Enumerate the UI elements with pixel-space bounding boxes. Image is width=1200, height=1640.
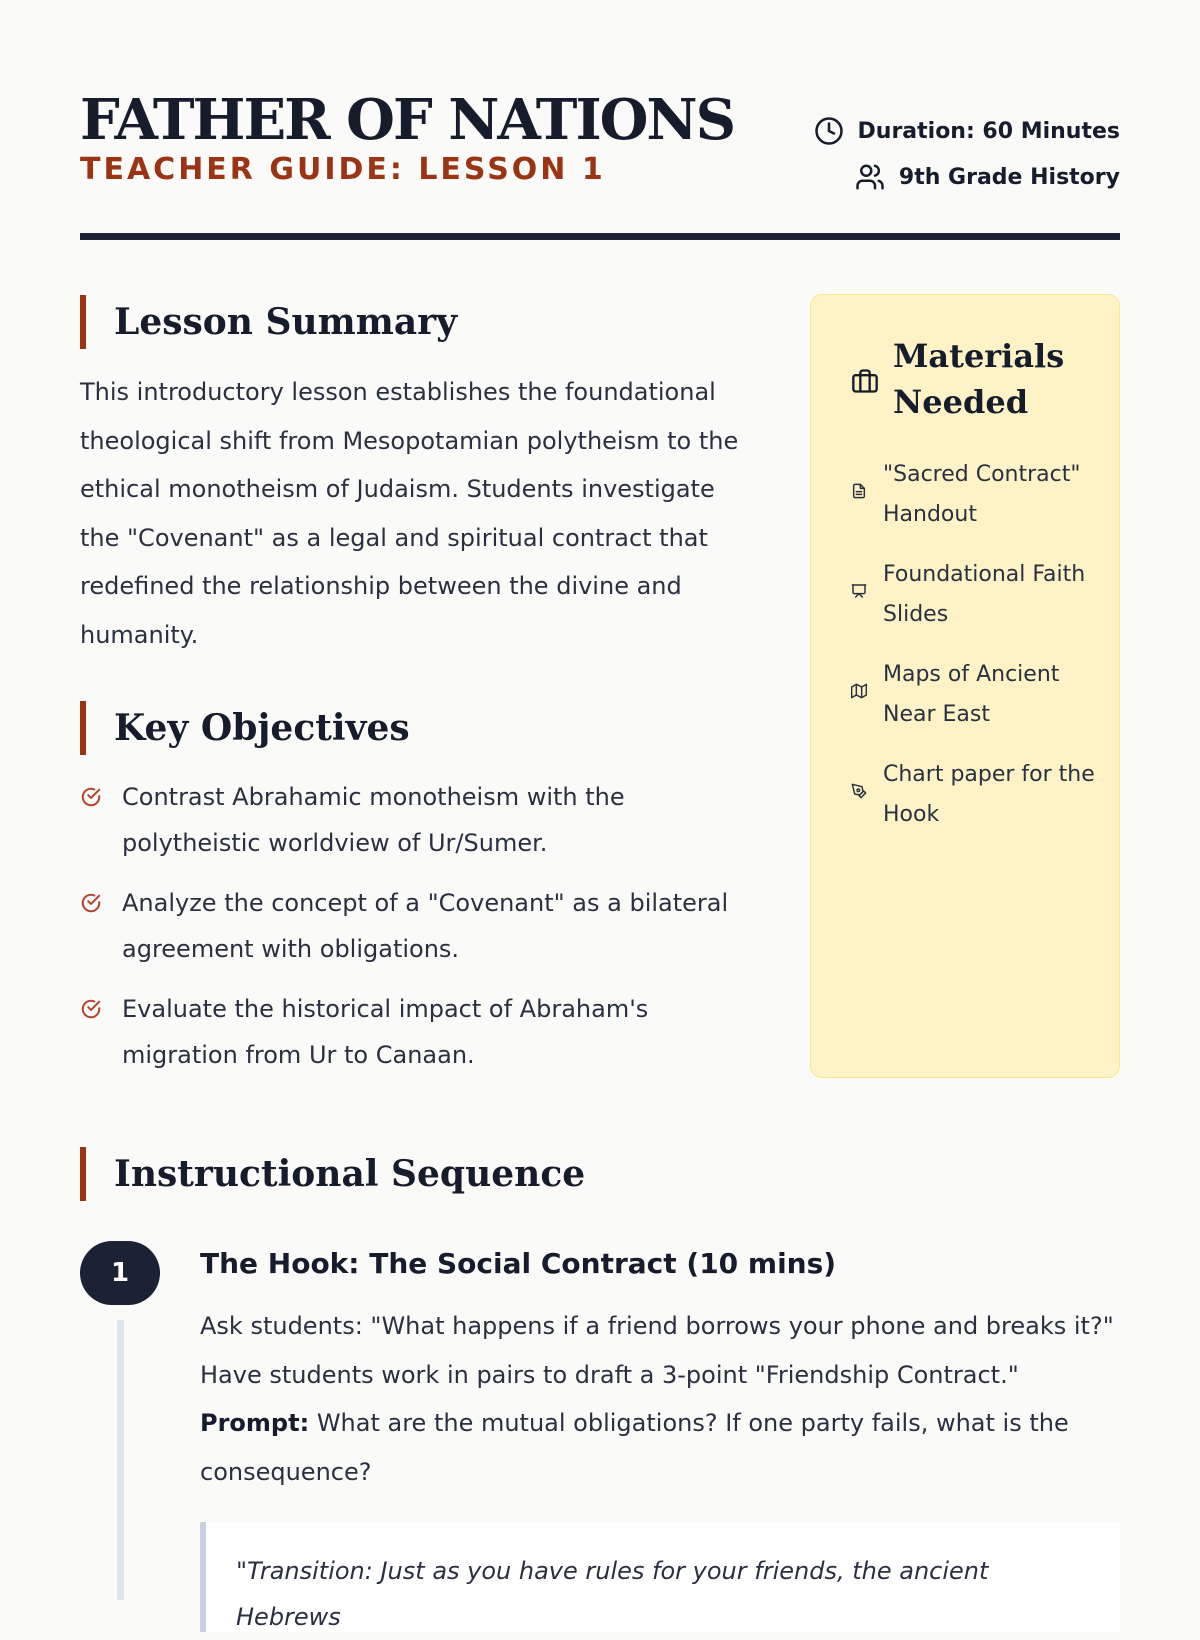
step-title: The Hook: The Social Contract (10 mins) [200,1247,837,1280]
instructional-sequence-heading: Instructional Sequence [80,1147,585,1201]
material-item [851,755,1101,835]
prompt-label: Prompt: [200,1409,310,1437]
objective-text: Contrast Abrahamic monotheism with the polytheistic worldview of Ur/Sumer. [122,783,625,857]
lesson-summary-heading: Lesson Summary [80,295,457,349]
check-circle-icon [80,998,102,1020]
material-label: "Sacred Contract" Handout [883,462,1081,527]
check-circle-icon [80,786,102,808]
step-body-text: Ask students: "What happens if a friend borrows your phone and breaks it?" Have students work in pairs to draft a 3-point "Friendship Contract." [200,1312,1114,1389]
materials-panel [810,294,1120,1078]
materials-heading: Materials Needed [893,337,1065,421]
lesson-meta [814,108,1120,200]
objective-text: Evaluate the historical impact of Abraham's migration from Ur to Canaan. [122,995,649,1069]
check-circle-icon [80,892,102,914]
grade-row [814,154,1120,200]
objective-item [80,880,760,972]
pen-icon [851,783,867,799]
clock-icon [814,116,844,146]
step-body [200,1302,1120,1496]
lesson-summary-text: This introductory lesson establishes the foundational theological shift from Mesopotamian polytheism to the ethical monotheism of Judaism. Students investigate the "Covenant" as a legal and spiritual contract that redefined the relationship between the divine and humanity. [80,378,739,649]
header-divider [80,233,1120,240]
objective-item [80,774,760,866]
key-objectives-heading: Key Objectives [80,701,410,755]
presentation-icon [851,583,867,599]
material-item [851,655,1101,735]
map-icon [851,683,867,699]
briefcase-icon [851,367,879,395]
material-item [851,555,1101,635]
grade-text: 9th Grade History [898,164,1120,190]
objective-text: Analyze the concept of a "Covenant" as a bilateral agreement with obligations. [122,889,729,963]
material-label: Foundational Faith Slides [883,562,1086,627]
material-label: Maps of Ancient Near East [883,662,1060,727]
users-icon [855,162,885,192]
transition-quote: "Transition: Just as you have rules for your friends, the ancient Hebrews [200,1522,1120,1632]
page-subtitle: TEACHER GUIDE: LESSON 1 [80,152,606,187]
objectives-list [80,774,760,1092]
objective-item [80,986,760,1078]
material-label: Chart paper for the Hook [883,762,1095,827]
duration-text: Duration: 60 Minutes [857,118,1120,144]
step-number-badge: 1 [80,1241,160,1305]
prompt-text: What are the mutual obligations? If one party fails, what is the consequence? [200,1409,1069,1486]
page-title: FATHER OF NATIONS [80,87,735,153]
document-icon [851,483,867,499]
materials-list [851,455,1101,855]
page-header [80,80,1120,240]
material-item [851,455,1101,535]
duration-row [814,108,1120,154]
step-timeline-line [117,1320,124,1600]
